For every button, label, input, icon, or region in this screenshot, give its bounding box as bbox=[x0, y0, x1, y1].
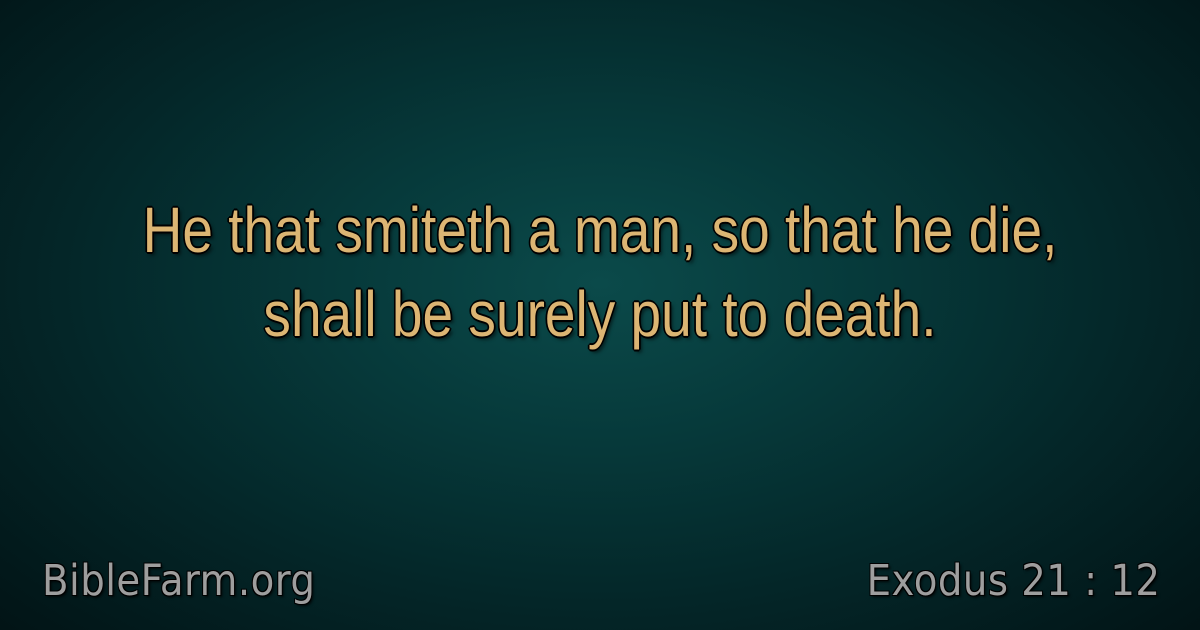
site-name: BibleFarm.org bbox=[42, 556, 316, 606]
verse-reference: Exodus 21 : 12 bbox=[866, 556, 1160, 606]
verse-text: He that smiteth a man, so that he die, shall be surely put to death. bbox=[142, 194, 1058, 350]
